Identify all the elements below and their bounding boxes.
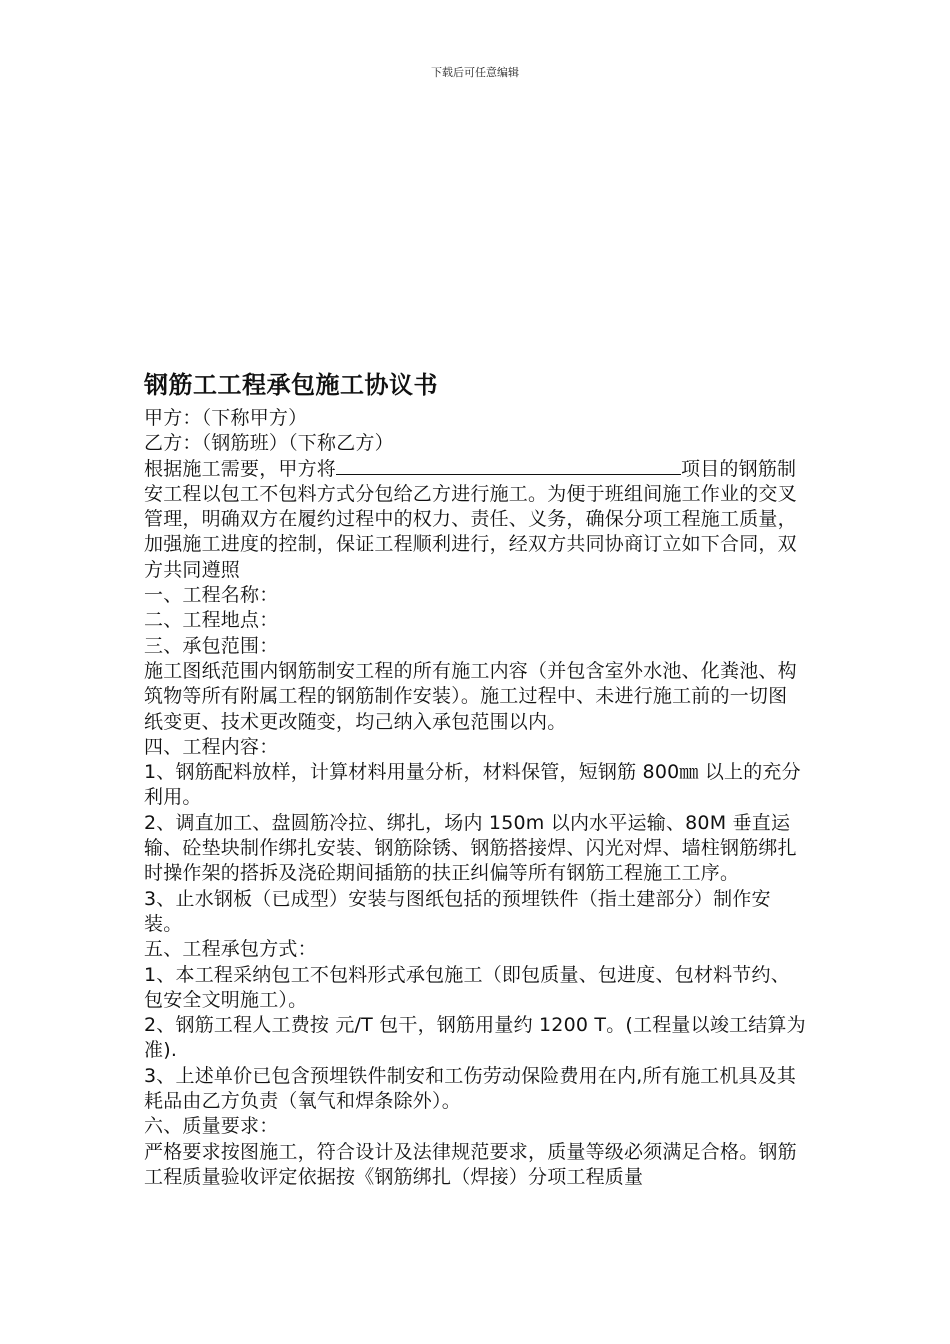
document-text — [144, 406, 806, 1190]
section-2-heading: 二、工程地点： — [144, 609, 279, 632]
document-body — [144, 368, 806, 1190]
section-4-item-1: 1、钢筋配料放样，计算材料用量分析，材料保管，短钢筋 800㎜ 以上的充分利用。 — [144, 761, 801, 809]
section-5-item-3: 3、上述单价已包含预埋铁件制安和工伤劳动保险费用在内,所有施工机具及其耗品由乙方负责（氧气和焊条除外）。 — [144, 1064, 797, 1113]
party-a-line: 甲方：（下称甲方） — [144, 407, 308, 429]
section-6-body: 严格要求按图施工，符合设计及法律规范要求，质量等级必须满足合格。钢筋工程质量验收评定依据按《钢筋绑扎（焊接）分项工程质量 — [144, 1140, 797, 1188]
party-b-line: 乙方：（钢筋班）（下称乙方） — [144, 432, 394, 455]
section-3-heading: 三、承包范围： — [144, 634, 279, 657]
section-4-item-2: 2、调直加工、盘圆筋冷拉、绑扎，场内 150m 以内水平运输、80M 垂直运输、砼垫块制作绑扎安装、钢筋除锈、钢筋搭接焊、闪光对焊、墙柱钢筋绑扎时操作架的搭拆及浇砼期间插筋的扶正纠偏等所有钢筋工程施工工序。 — [144, 811, 797, 885]
section-5-item-2: 2、钢筋工程人工费按 元/T 包干，钢筋用量约 1200 T。(工程量以竣工结算为准). — [144, 1014, 806, 1062]
intro-rest: 筋制安工程以包工不包料方式分包给乙方进行施工。为便于班组间施工作业的交叉管理，明确双方在履约过程中的权力、责任、义务，确保分项工程施工质量，加强施工进度的控制，保证工程顺利进行，经双方共同协商订立如下合同，双方共同遵照 — [144, 457, 797, 581]
section-5-heading: 五、工程承包方式： — [144, 938, 317, 961]
section-6-heading: 六、质量要求： — [144, 1115, 279, 1138]
intro-part2: 项目的钢 — [681, 457, 758, 480]
section-4-item-3: 3、止水钢板（已成型）安装与图纸包括的预埋铁件（指土建部分）制作安装。 — [144, 887, 771, 935]
section-4-heading: 四、工程内容： — [144, 735, 279, 758]
document-title: 钢筋工工程承包施工协议书 — [144, 370, 438, 399]
header-note: 下载后可任意编辑 — [431, 66, 519, 79]
project-name-blank — [336, 457, 681, 475]
section-1-heading: 一、工程名称： — [144, 584, 279, 607]
intro-part1: 根据施工需要，甲方将 — [144, 457, 337, 480]
section-3-body: 施工图纸范围内钢筋制安工程的所有施工内容（并包含室外水池、化粪池、构筑物等所有附属工程的钢筋制作安装）。施工过程中、未进行施工前的一切图纸变更、技术更改随变，均己纳入承包范围以内。 — [144, 659, 797, 733]
intro-paragraph — [144, 457, 806, 583]
section-5-item-1: 1、本工程采纳包工不包料形式承包施工（即包质量、包进度、包材料节约、包安全文明施工）。 — [144, 963, 790, 1011]
